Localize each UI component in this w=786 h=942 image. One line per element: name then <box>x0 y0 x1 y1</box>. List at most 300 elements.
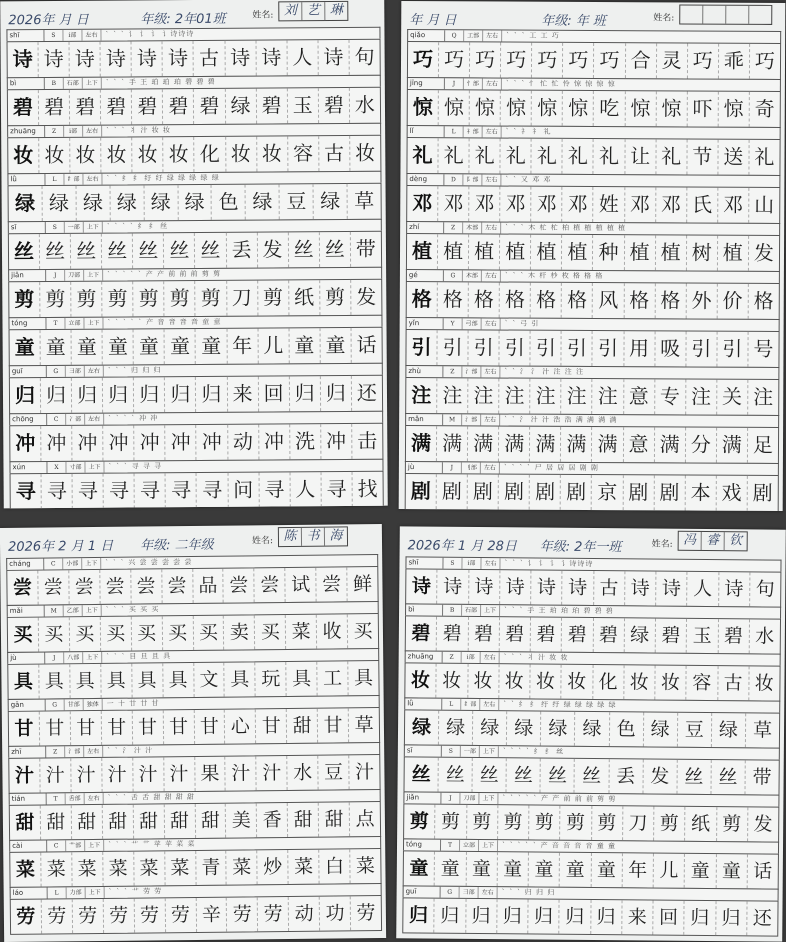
info-cell: T <box>441 840 460 851</box>
info-cell: 左右 <box>483 78 502 89</box>
practice-grid <box>6 554 382 934</box>
char-cells <box>403 803 779 842</box>
char-cell: 水 <box>288 756 319 790</box>
practice-row <box>407 77 781 127</box>
stroke-order: ` ` ` 丬 汁 妆 妆 <box>106 126 172 135</box>
char-cell: 引 <box>593 331 624 366</box>
char-cells <box>8 707 380 747</box>
name-char: 书 <box>302 528 325 546</box>
char-cell: 引 <box>469 330 500 365</box>
char-cell: 惊 <box>439 90 470 125</box>
char-cell: 刀 <box>623 806 655 840</box>
char-cell: 剪 <box>40 282 71 317</box>
info-cell: C <box>47 414 66 425</box>
char-cell: 文 <box>194 663 225 697</box>
practice-row <box>8 742 380 793</box>
pinyin-label: zhuāng <box>8 126 45 137</box>
char-cell: 引 <box>406 330 437 365</box>
char-cell: 诗 <box>469 570 501 604</box>
char-cell: 惊 <box>625 91 656 126</box>
char-cell: 豆 <box>280 184 314 219</box>
char-cell: 邓 <box>500 187 531 222</box>
stroke-order: ` ` ` 丬 汁 妆 妆 <box>503 653 569 662</box>
info-cell: 氵部 <box>65 746 84 757</box>
char-cell: 劳 <box>227 897 258 931</box>
name-char <box>726 6 749 24</box>
char-cell: 鲜 <box>352 573 373 596</box>
info-cell: 艹部 <box>66 840 85 851</box>
char-cell: 具 <box>101 664 132 698</box>
char-cell: 关 <box>717 380 748 415</box>
char-cell: 归 <box>72 378 103 413</box>
char-cell: 丢 <box>609 759 643 793</box>
char-cell: 卖 <box>224 615 255 649</box>
char-cell: 具 <box>163 663 194 697</box>
name-label: 姓名: <box>252 10 274 21</box>
char-cells <box>404 662 780 701</box>
char-cell: 童 <box>466 852 498 886</box>
char-cell: 甜 <box>287 709 318 743</box>
practice-row <box>6 554 378 605</box>
date-field: 2026年 1 月 28日 <box>407 538 517 555</box>
practice-row <box>406 269 780 319</box>
name-label: 姓名: <box>251 536 274 547</box>
info-cell: 寸部 <box>66 462 85 473</box>
stroke-order: ` ` 纟 纟 纡 纡 绿 绿 绿 绿 绿 <box>106 173 220 183</box>
pinyin-label: zhù <box>406 366 443 377</box>
char-cell: 满 <box>655 427 686 462</box>
stroke-order: ` ` ` 艹 艹 苹 苹 菜 菜 <box>108 839 196 849</box>
info-cell: L <box>442 699 461 710</box>
char-cell: 甜 <box>103 805 134 839</box>
char-cell: 具 <box>353 667 374 690</box>
char-cell: 礼 <box>470 138 501 173</box>
info-cell: 冫部 <box>66 414 85 425</box>
name-char <box>749 6 771 24</box>
char-cell: 刀 <box>227 281 258 316</box>
char-cell: 冲 <box>321 424 352 459</box>
pinyin-label: sī <box>405 745 442 756</box>
date-field: 2026年 月 日 <box>8 12 89 29</box>
char-cell: 惊 <box>408 90 439 125</box>
info-cell: L <box>48 887 67 898</box>
char-cell: 节 <box>687 139 718 174</box>
char-cell: 号 <box>753 336 774 361</box>
info-cell: 刀部 <box>65 270 84 281</box>
char-cell: 诗 <box>562 571 594 605</box>
char-cell: 妆 <box>226 137 257 172</box>
info-cell: T <box>46 318 65 329</box>
char-cell: 巧 <box>408 42 439 77</box>
char-cell: 发 <box>356 284 377 309</box>
char-cell: 剪 <box>435 805 467 839</box>
pinyin-label: qiǎo <box>408 30 445 41</box>
char-cell: 容 <box>687 666 719 700</box>
char-cell: 剧 <box>468 474 499 509</box>
info-cell: X <box>47 462 66 473</box>
char-cell: 巧 <box>594 43 625 78</box>
char-cell: 甜 <box>319 802 350 836</box>
char-cell: 碧 <box>406 616 438 650</box>
char-cell: 丝 <box>71 234 102 269</box>
char-cell: 格 <box>438 282 469 317</box>
info-cell: 上下 <box>86 887 105 898</box>
char-cell: 礼 <box>563 139 594 174</box>
info-cell: 上下 <box>84 270 103 281</box>
stroke-order: ` ` ` 忄 忙 忙 怜 惊 惊 惊 惊 <box>505 79 616 89</box>
char-cell: 具 <box>225 662 256 696</box>
info-cell: 弓部 <box>463 318 482 329</box>
char-cell: 巧 <box>532 43 563 78</box>
practice-grid <box>6 27 383 509</box>
char-cell: 发 <box>257 232 288 267</box>
char-cell: 人 <box>290 472 321 507</box>
char-cell: 注 <box>593 379 624 414</box>
char-cell: 买 <box>162 616 193 650</box>
info-cell: 左右 <box>82 30 101 41</box>
char-cell: 水 <box>755 625 775 648</box>
char-cell: 植 <box>562 235 593 270</box>
char-cell: 果 <box>195 757 226 791</box>
stroke-order: ` ` ` 目 旦 且 具 <box>106 652 172 661</box>
info-cell: 上下 <box>83 605 102 616</box>
char-cell: 诗 <box>437 570 469 604</box>
char-cell: 引 <box>500 331 531 366</box>
sheet-header <box>401 1 785 29</box>
char-cell: 冲 <box>72 426 103 461</box>
name-char: 刘 <box>279 2 302 20</box>
info-cell: M <box>45 605 64 616</box>
stroke-order: ` ` ` 归 归 归 <box>501 888 556 897</box>
char-cell: 买 <box>131 616 162 650</box>
char-cell: 品 <box>193 569 224 603</box>
char-cell: 剧 <box>561 475 592 510</box>
char-cell: 山 <box>754 192 775 217</box>
char-cell: 色 <box>212 185 246 220</box>
char-cells <box>406 281 780 320</box>
char-cell: 试 <box>286 568 317 602</box>
char-cell: 碧 <box>531 617 563 651</box>
pinyin-label: xún <box>10 462 47 473</box>
info-cell: 力部 <box>67 887 86 898</box>
char-cell: 满 <box>592 427 623 462</box>
char-cells <box>9 423 383 463</box>
char-cell: 碧 <box>718 619 750 653</box>
char-cell: 甘 <box>9 712 40 746</box>
char-cell: 汁 <box>257 756 288 790</box>
char-cell: 剪 <box>654 807 686 841</box>
info-cell: Q <box>445 30 464 41</box>
info-cell: 氵部 <box>462 366 481 377</box>
char-cell: 汁 <box>71 758 102 792</box>
worksheet-bottom-right <box>396 526 786 941</box>
char-cell: 妆 <box>70 138 101 173</box>
char-cell: 妆 <box>754 672 774 695</box>
char-cell: 归 <box>497 899 529 933</box>
char-cell: 古 <box>718 666 750 700</box>
char-cells <box>10 471 384 509</box>
char-cell: 甜 <box>164 804 195 838</box>
char-cell: 惊 <box>656 91 687 126</box>
char-cell: 童 <box>685 854 717 888</box>
char-cell: 买 <box>101 617 132 651</box>
char-cell: 汁 <box>164 757 195 791</box>
info-cell: 上下 <box>479 840 498 851</box>
char-cell: 满 <box>717 428 748 463</box>
char-cell: 碧 <box>132 89 163 124</box>
char-cell: 丝 <box>133 233 164 268</box>
char-cell: 引 <box>562 331 593 366</box>
char-cell: 绿 <box>42 186 76 221</box>
pinyin-label: bì <box>8 78 45 89</box>
char-cell: 回 <box>653 901 685 935</box>
pinyin-label: sī <box>9 222 46 233</box>
char-cell: 邓 <box>531 187 562 222</box>
char-cell: 纸 <box>289 280 320 315</box>
char-cell: 带 <box>752 766 772 789</box>
info-cell: 立部 <box>460 840 479 851</box>
char-cell: 归 <box>716 901 748 935</box>
char-cell: 绿 <box>225 89 256 124</box>
char-cell: 冲 <box>41 426 72 461</box>
char-cell: 妆 <box>257 136 288 171</box>
char-cell: 妆 <box>8 138 39 173</box>
char-cell: 邓 <box>625 187 656 222</box>
info-cell: 忄部 <box>464 78 483 89</box>
pinyin-label: chōng <box>10 414 47 425</box>
char-cell: 童 <box>72 330 103 365</box>
char-cell: 碧 <box>593 618 625 652</box>
char-cell: 汁 <box>226 756 257 790</box>
stroke-order: ` ` ` 艹 劳 劳 <box>108 887 163 896</box>
char-cell: 剪 <box>592 806 624 840</box>
info-cell: J <box>441 793 460 804</box>
char-cell: 剪 <box>9 282 40 317</box>
char-cell: 妆 <box>355 140 376 165</box>
char-cell: 让 <box>625 139 656 174</box>
char-cell: 诗 <box>500 570 532 604</box>
stroke-order: ` ` 又 邓 邓 <box>505 175 552 184</box>
name-char: 海 <box>329 528 343 544</box>
info-cell: 上下 <box>85 840 104 851</box>
char-cell: 注 <box>530 379 561 414</box>
info-cell: 左右 <box>482 318 501 329</box>
char-cell: 丝 <box>9 234 40 269</box>
practice-row <box>404 650 780 700</box>
char-cell: 碧 <box>101 89 132 124</box>
char-cell: 童 <box>41 330 72 365</box>
info-cell: 左右 <box>483 126 502 137</box>
info-cell: B <box>45 78 64 89</box>
worksheet-top-right <box>399 1 786 511</box>
info-cell: 左右 <box>83 174 102 185</box>
char-cell: 童 <box>165 329 196 364</box>
char-cell: 邓 <box>563 187 594 222</box>
name-char <box>680 5 703 23</box>
char-cell: 具 <box>70 664 101 698</box>
date-field: 年 月 日 <box>409 13 457 29</box>
char-cell: 丝 <box>102 233 133 268</box>
char-cell: 满 <box>468 426 499 461</box>
info-cell: 彐部 <box>66 366 85 377</box>
char-cell: 点 <box>355 808 375 831</box>
practice-row <box>405 365 779 415</box>
grade-field: 年级: 年 班 <box>541 13 606 30</box>
pinyin-label: zhī <box>9 747 46 758</box>
char-cell: 诗 <box>163 41 194 76</box>
char-cell: 归 <box>528 899 560 933</box>
char-cell: 诗 <box>531 570 563 604</box>
char-cell: 尝 <box>69 570 100 604</box>
info-cell: 木部 <box>463 222 482 233</box>
char-cell: 礼 <box>501 139 532 174</box>
char-cell: 姓 <box>594 187 625 222</box>
info-cell: 上下 <box>479 793 498 804</box>
char-cell: 格 <box>469 282 500 317</box>
char-cell: 绿 <box>507 711 541 745</box>
name-char: 艺 <box>302 2 325 20</box>
char-cell: 惊 <box>501 91 532 126</box>
practice-row <box>403 838 779 888</box>
info-cell: L <box>45 174 64 185</box>
pinyin-label: tián <box>10 794 47 805</box>
char-cell: 劳 <box>42 899 73 933</box>
info-cell: G <box>444 270 463 281</box>
char-cell: 满 <box>530 427 561 462</box>
info-cell: 独体 <box>84 699 103 710</box>
char-cell: 诗 <box>625 571 657 605</box>
char-cell: 劳 <box>134 898 165 932</box>
char-cell: 碧 <box>8 90 39 125</box>
stroke-order: ` ` 氵 汁 汁 浩 浩 满 满 满 满 <box>504 415 618 425</box>
char-cell: 邓 <box>656 187 687 222</box>
char-cell: 剪 <box>560 806 592 840</box>
pinyin-label: jù <box>406 462 443 473</box>
practice-row <box>405 413 779 463</box>
info-cell: 上下 <box>84 222 103 233</box>
practice-row <box>403 791 779 841</box>
practice-row <box>8 267 382 318</box>
info-cell: D <box>444 174 463 185</box>
pinyin-label: lǐ <box>408 126 445 137</box>
char-cell: 汁 <box>133 757 164 791</box>
char-cell: 还 <box>356 380 377 405</box>
char-cell: 菜 <box>165 851 196 885</box>
char-cell: 剧 <box>437 474 468 509</box>
char-cell: 专 <box>655 379 686 414</box>
char-cell: 寻 <box>104 473 135 508</box>
info-cell: J <box>443 462 462 473</box>
char-cell: 巧 <box>470 42 501 77</box>
char-cell: 妆 <box>101 137 132 172</box>
info-cell: Y <box>444 318 463 329</box>
char-cells <box>7 613 379 653</box>
char-cell: 甘 <box>256 709 287 743</box>
date-field: 2026年 2 月 1 日 <box>7 538 114 555</box>
char-cell: 句 <box>354 44 375 69</box>
name-label: 姓名: <box>653 13 675 24</box>
char-cell: 满 <box>499 427 530 462</box>
info-cell: 纟部 <box>461 699 480 710</box>
name-char: 冯 <box>679 532 702 550</box>
char-cell: 归 <box>685 901 717 935</box>
char-cell: 草 <box>354 188 375 213</box>
char-cell: 送 <box>718 140 749 175</box>
char-cell: 碧 <box>562 618 594 652</box>
char-cell: 戏 <box>716 476 747 511</box>
char-cell: 回 <box>258 376 289 411</box>
grade-field: 年级: 二年级 <box>139 537 214 554</box>
char-cell: 绿 <box>246 184 280 219</box>
char-cell: 童 <box>289 328 320 363</box>
char-cell: 引 <box>717 332 748 367</box>
char-cell: 菜 <box>103 852 134 886</box>
char-cell: 满 <box>561 427 592 462</box>
char-cell: 意 <box>624 379 655 414</box>
char-cell: 妆 <box>133 137 164 172</box>
char-cells <box>8 279 382 319</box>
info-cell: 甘部 <box>65 699 84 710</box>
char-cell: 心 <box>225 709 256 743</box>
char-cell: 归 <box>591 900 623 934</box>
name-box <box>679 4 772 24</box>
pinyin-label: jiǎn <box>9 270 46 281</box>
practice-row <box>8 219 382 270</box>
practice-row <box>9 411 383 462</box>
practice-row <box>8 695 380 746</box>
char-cell: 剧 <box>406 474 437 509</box>
char-cell: 甜 <box>72 805 103 839</box>
char-cell: 巧 <box>563 43 594 78</box>
info-cell: 阝部 <box>463 174 482 185</box>
pinyin-label: mǎn <box>406 414 443 425</box>
character-info-bar <box>406 221 780 235</box>
char-cell: 甘 <box>132 710 163 744</box>
char-cell: 诗 <box>132 41 163 76</box>
char-cell: 绿 <box>110 185 144 220</box>
char-cell: 童 <box>435 852 467 886</box>
info-cell: 上下 <box>480 746 499 757</box>
char-cell: 氏 <box>687 187 718 222</box>
name-char: 钦 <box>729 533 743 549</box>
char-cells <box>406 185 780 224</box>
char-cell: 巧 <box>439 42 470 77</box>
stroke-order: ` ` ` ` ` 产 产 前 前 前 剪 剪 <box>107 269 222 279</box>
char-cell: 草 <box>354 714 374 737</box>
char-cell: 冲 <box>10 426 41 461</box>
char-cells <box>6 566 378 606</box>
char-cell: 丝 <box>320 232 351 267</box>
char-cell: 吸 <box>655 331 686 366</box>
char-cells <box>405 568 781 607</box>
char-cell: 发 <box>753 813 773 836</box>
char-cells <box>405 329 779 368</box>
char-cell: 寻 <box>11 474 42 508</box>
char-cell: 种 <box>593 235 624 270</box>
char-cell: 剧 <box>752 480 773 505</box>
info-cell: 上下 <box>84 318 103 329</box>
char-cell: 诗 <box>8 42 39 77</box>
char-cell: 菜 <box>355 855 376 878</box>
char-cell: 洗 <box>290 424 321 459</box>
char-cell: 惊 <box>532 91 563 126</box>
char-cell: 丝 <box>575 759 609 793</box>
char-cell: 植 <box>500 235 531 270</box>
char-cell: 甘 <box>40 711 71 745</box>
info-cell: S <box>443 558 462 569</box>
pinyin-label: mǎi <box>8 606 45 617</box>
char-cell: 绿 <box>712 713 746 747</box>
